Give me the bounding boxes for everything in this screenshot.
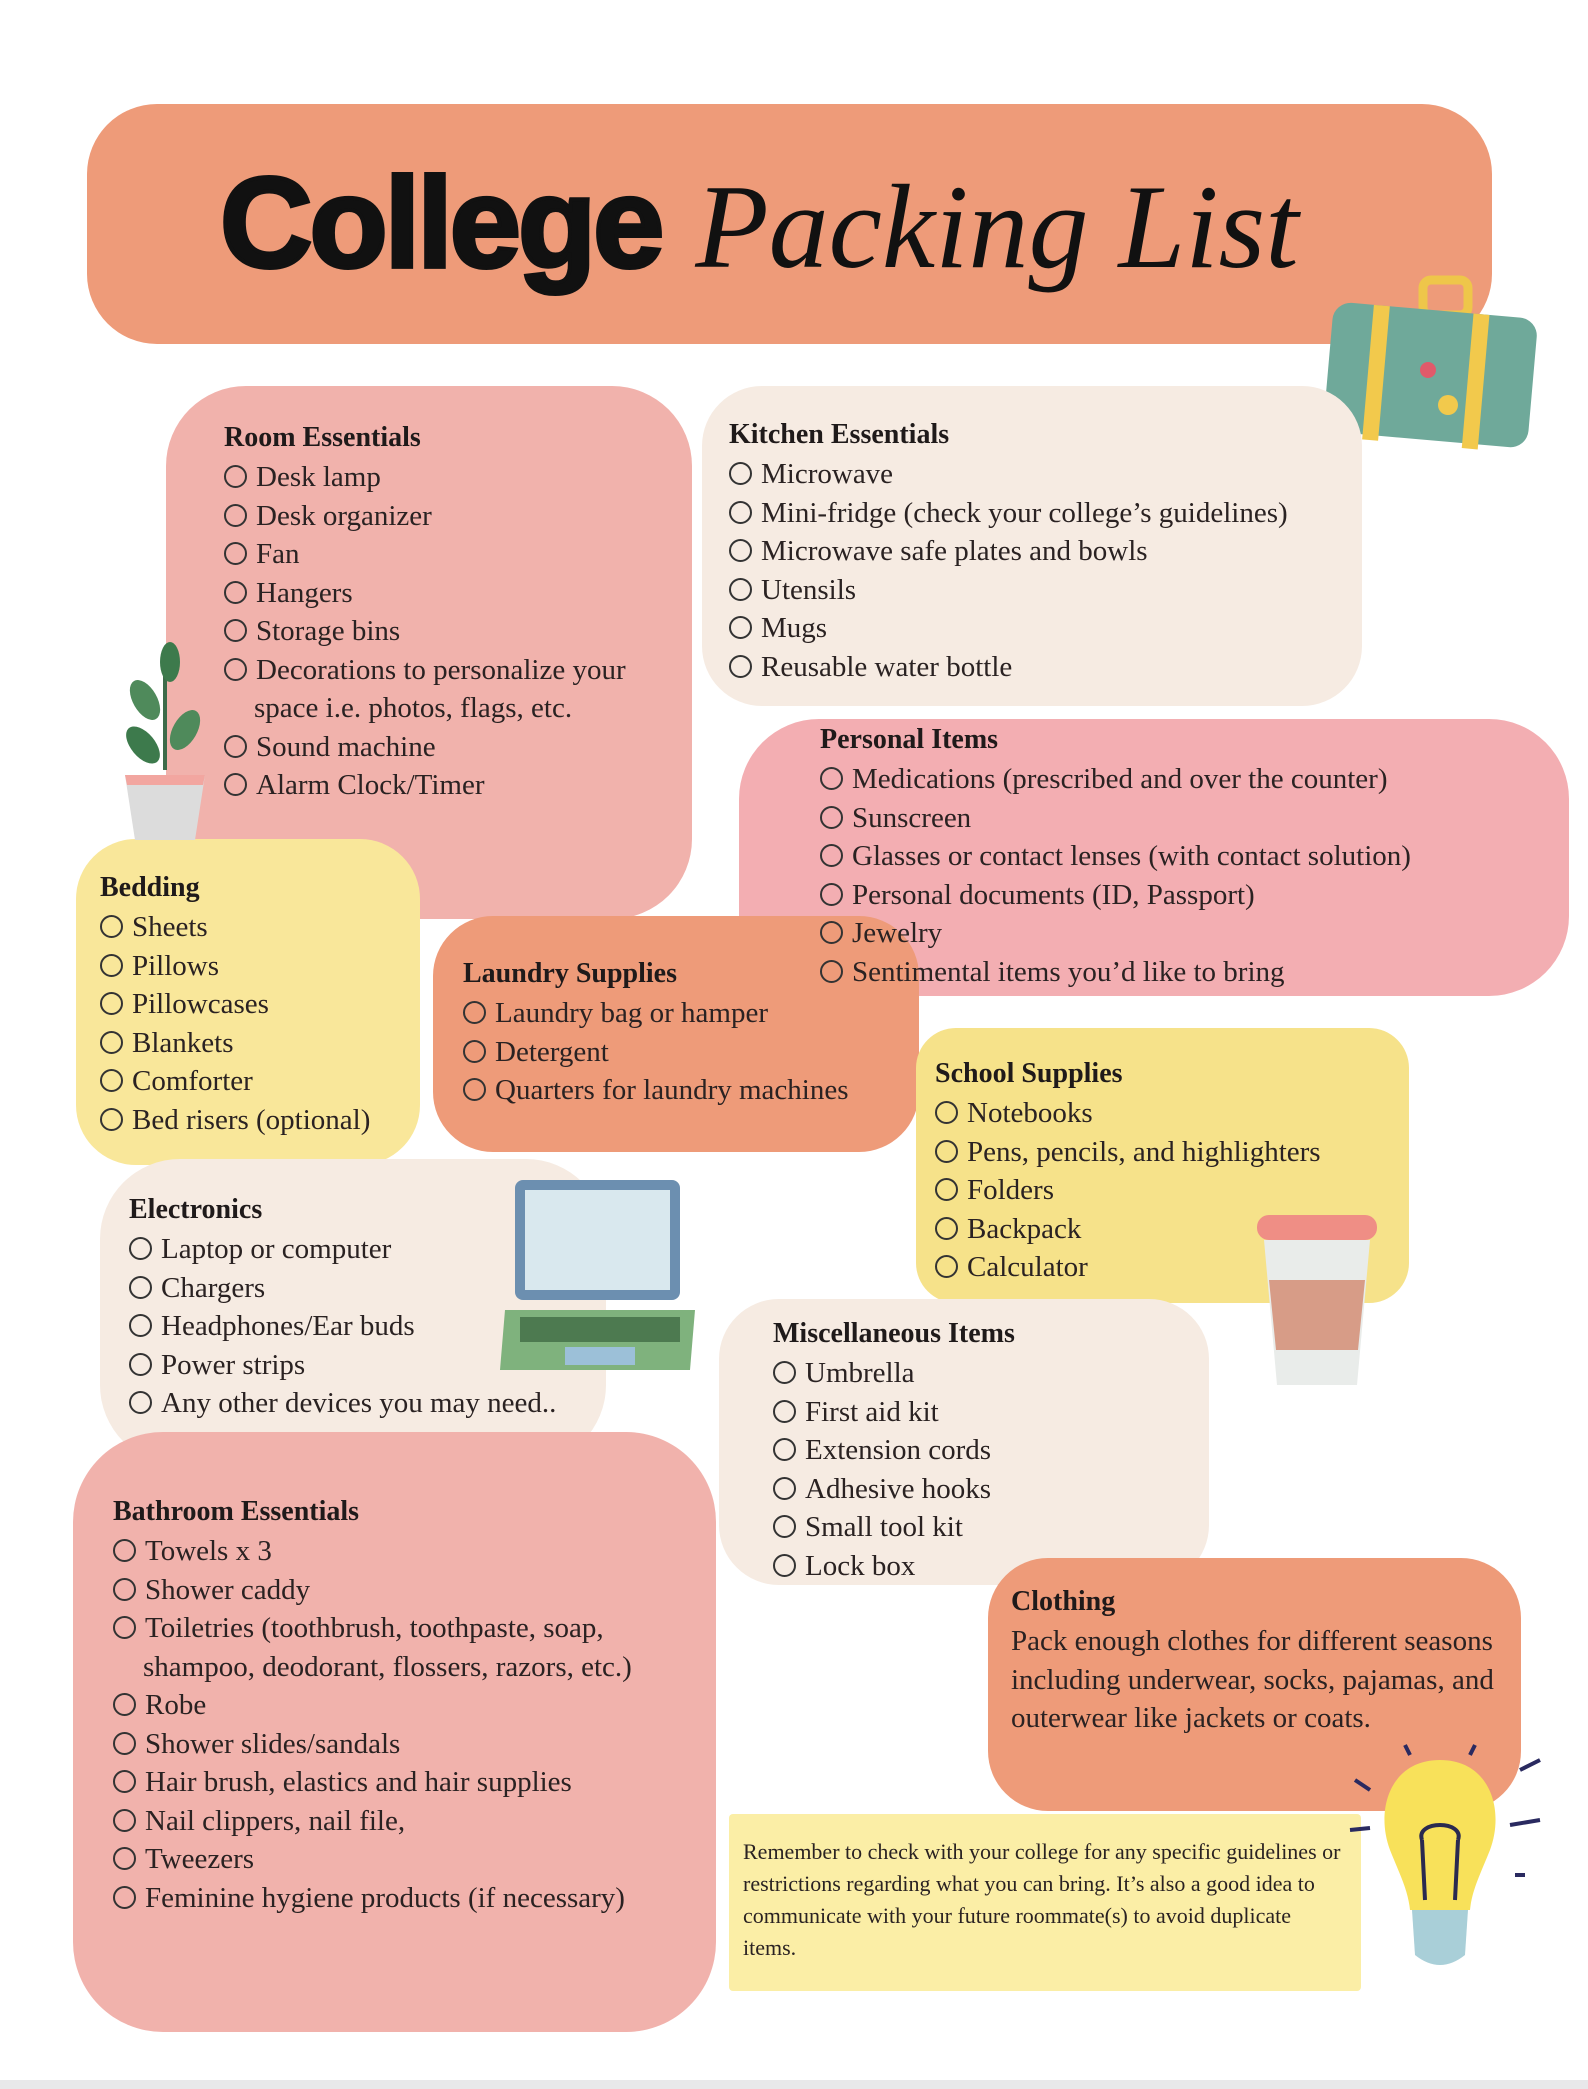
checklist-item <box>773 1354 1203 1393</box>
checkbox-circle-icon[interactable] <box>113 1847 136 1870</box>
checkbox-circle-icon[interactable] <box>100 954 123 977</box>
item-label: Blankets <box>132 1026 234 1059</box>
checklist-item <box>463 994 923 1033</box>
checklist-item <box>729 648 1379 687</box>
item-label: Umbrella <box>805 1357 915 1389</box>
checkbox-circle-icon[interactable] <box>820 844 843 867</box>
item-label: Bed risers (optional) <box>132 1103 371 1136</box>
checklist <box>100 908 420 1139</box>
checklist-item <box>100 1101 420 1140</box>
checkbox-circle-icon[interactable] <box>935 1217 958 1240</box>
item-label: Pens, pencils, and highlighters <box>967 1135 1321 1168</box>
checklist-item <box>820 799 1540 838</box>
item-label: Backpack <box>967 1212 1082 1245</box>
item-label: Shower caddy <box>145 1573 311 1606</box>
checkbox-circle-icon[interactable] <box>935 1255 958 1278</box>
item-label: Robe <box>145 1689 207 1721</box>
section-heading: Room Essentials <box>224 422 421 453</box>
checkbox-circle-icon[interactable] <box>820 767 843 790</box>
bedding-section <box>100 868 420 1139</box>
checklist-item <box>113 1532 713 1571</box>
checkbox-circle-icon[interactable] <box>773 1477 796 1500</box>
item-label: Calculator <box>967 1251 1088 1283</box>
checklist-item <box>773 1431 1203 1470</box>
checklist-item <box>129 1384 649 1423</box>
section-heading: Kitchen Essentials <box>729 419 950 450</box>
checklist <box>129 1230 649 1423</box>
section-heading: School Supplies <box>935 1058 1123 1089</box>
section-heading: Laundry Supplies <box>463 958 677 989</box>
item-label: Feminine hygiene products (if necessary) <box>145 1881 625 1914</box>
checkbox-circle-icon[interactable] <box>729 539 752 562</box>
checkbox-circle-icon[interactable] <box>935 1101 958 1124</box>
item-label: Personal documents (ID, Passport) <box>852 878 1255 911</box>
checkbox-circle-icon[interactable] <box>129 1314 152 1337</box>
item-label: Reusable water bottle <box>761 650 1013 683</box>
item-label: Comforter <box>132 1065 253 1097</box>
kitchen-essentials-section <box>729 415 1379 686</box>
checkbox-circle-icon[interactable] <box>729 501 752 524</box>
checklist <box>113 1532 713 1917</box>
checkbox-circle-icon[interactable] <box>113 1616 136 1639</box>
checklist-item <box>729 455 1379 494</box>
checklist-item <box>113 1802 713 1841</box>
checklist <box>729 455 1379 686</box>
item-label: Sound machine <box>256 730 436 763</box>
checklist-item <box>773 1508 1203 1547</box>
checkbox-circle-icon[interactable] <box>773 1438 796 1461</box>
laundry-supplies-section <box>463 954 923 1110</box>
checkbox-circle-icon[interactable] <box>113 1578 136 1601</box>
item-label: Mini-fridge (check your college’s guidelines) <box>761 496 1288 529</box>
checkbox-circle-icon[interactable] <box>463 1040 486 1063</box>
item-label: Hair brush, elastics and hair supplies <box>145 1766 572 1798</box>
checkbox-circle-icon[interactable] <box>113 1539 136 1562</box>
item-label: Hangers <box>256 576 353 609</box>
checkbox-circle-icon[interactable] <box>113 1732 136 1755</box>
item-label: Nail clippers, nail file, <box>145 1804 406 1837</box>
checklist-item <box>100 985 420 1024</box>
item-label: Sunscreen <box>852 801 972 834</box>
checkbox-circle-icon[interactable] <box>773 1400 796 1423</box>
item-label: Folders <box>967 1174 1054 1206</box>
page-title <box>220 150 1299 297</box>
item-label: Toiletries (toothbrush, toothpaste, soap, shampoo, deodorant, flossers, razors, etc.) <box>143 1612 632 1683</box>
checklist-item <box>129 1269 649 1308</box>
item-label: Sheets <box>132 911 208 943</box>
checkbox-circle-icon[interactable] <box>773 1554 796 1577</box>
checkbox-circle-icon[interactable] <box>100 1069 123 1092</box>
checkbox-circle-icon[interactable] <box>129 1276 152 1299</box>
checklist-item <box>224 651 694 728</box>
checklist-item <box>729 494 1379 533</box>
item-label: Utensils <box>761 573 857 606</box>
checklist-item <box>820 876 1540 915</box>
item-label: Mugs <box>761 612 828 644</box>
checklist <box>463 994 923 1110</box>
room-essentials-section <box>224 418 694 805</box>
checklist-item <box>100 908 420 947</box>
item-label: Quarters for laundry machines <box>495 1074 849 1106</box>
checkbox-circle-icon[interactable] <box>100 915 123 938</box>
checkbox-circle-icon[interactable] <box>100 1108 123 1131</box>
item-label: Decorations to personalize your space i.e. photos, flags, etc. <box>254 653 626 724</box>
checkbox-circle-icon[interactable] <box>100 992 123 1015</box>
item-label: Storage bins <box>256 615 401 647</box>
checkbox-circle-icon[interactable] <box>113 1693 136 1716</box>
checklist-item <box>820 760 1540 799</box>
item-label: Extension cords <box>805 1434 992 1466</box>
item-label: Towels x 3 <box>145 1535 272 1567</box>
item-label: Power strips <box>161 1348 306 1381</box>
item-label: Glasses or contact lenses (with contact solution) <box>852 840 1411 872</box>
checklist-item <box>935 1210 1405 1249</box>
checklist-item <box>224 612 694 651</box>
checklist-item <box>224 766 694 805</box>
checklist-item <box>729 571 1379 610</box>
item-label: Laptop or computer <box>161 1233 392 1265</box>
checkbox-circle-icon[interactable] <box>773 1515 796 1538</box>
checkbox-circle-icon[interactable] <box>820 806 843 829</box>
checkbox-circle-icon[interactable] <box>463 1001 486 1024</box>
item-label: Adhesive hooks <box>805 1472 992 1505</box>
checkbox-circle-icon[interactable] <box>113 1809 136 1832</box>
section-heading: Electronics <box>129 1194 263 1225</box>
electronics-section <box>129 1190 649 1423</box>
checklist-item <box>729 609 1379 648</box>
checklist-item <box>935 1248 1405 1287</box>
checkbox-circle-icon[interactable] <box>224 542 247 565</box>
checkbox-circle-icon[interactable] <box>224 504 247 527</box>
checkbox-circle-icon[interactable] <box>729 462 752 485</box>
checkbox-circle-icon[interactable] <box>224 735 247 758</box>
item-label: Chargers <box>161 1271 266 1304</box>
checkbox-circle-icon[interactable] <box>113 1886 136 1909</box>
item-label: Small tool kit <box>805 1511 963 1543</box>
item-label: Microwave <box>761 458 894 490</box>
checklist-item <box>113 1879 713 1918</box>
checkbox-circle-icon[interactable] <box>129 1353 152 1376</box>
item-label: First aid kit <box>805 1395 939 1428</box>
checklist-item <box>113 1725 713 1764</box>
checklist <box>820 760 1540 991</box>
checklist-item <box>224 535 694 574</box>
checkbox-circle-icon[interactable] <box>224 581 247 604</box>
item-label: Pillows <box>132 949 220 982</box>
checklist-item <box>935 1094 1405 1133</box>
item-label: Desk organizer <box>256 499 432 532</box>
checklist-item <box>100 1062 420 1101</box>
checkbox-circle-icon[interactable] <box>820 883 843 906</box>
checkbox-circle-icon[interactable] <box>935 1178 958 1201</box>
checkbox-circle-icon[interactable] <box>129 1391 152 1414</box>
checklist-item <box>773 1470 1203 1509</box>
title-bold: College <box>220 152 662 295</box>
checklist-item <box>113 1763 713 1802</box>
checklist-item <box>729 532 1379 571</box>
item-label: Shower slides/sandals <box>145 1727 401 1760</box>
checklist-item <box>935 1133 1405 1172</box>
checklist-item <box>113 1686 713 1725</box>
checklist-item <box>113 1840 713 1879</box>
checklist <box>935 1094 1405 1287</box>
checkbox-circle-icon[interactable] <box>729 578 752 601</box>
checklist-item <box>820 914 1540 953</box>
checkbox-circle-icon[interactable] <box>729 655 752 678</box>
checklist-item <box>113 1609 713 1686</box>
item-label: Any other devices you may need.. <box>161 1387 557 1419</box>
checkbox-circle-icon[interactable] <box>129 1237 152 1260</box>
checklist-item <box>129 1230 649 1269</box>
checklist-item <box>935 1171 1405 1210</box>
item-label: Medications (prescribed and over the counter) <box>852 763 1388 795</box>
item-label: Headphones/Ear buds <box>161 1310 415 1342</box>
checkbox-circle-icon[interactable] <box>820 921 843 944</box>
section-heading: Personal Items <box>820 724 999 755</box>
checkbox-circle-icon[interactable] <box>100 1031 123 1054</box>
checkbox-circle-icon[interactable] <box>463 1078 486 1101</box>
item-label: Fan <box>256 538 300 570</box>
item-label: Lock box <box>805 1549 916 1582</box>
lightbulb-icon <box>1330 1740 1550 1990</box>
checklist-item <box>129 1307 649 1346</box>
clothing-text: Pack enough clothes for different seasons including underwear, socks, pajamas, and outerwear like jackets or coats. <box>1011 1625 1494 1734</box>
checklist-item <box>820 953 1540 992</box>
plant-icon <box>115 640 215 845</box>
bottom-edge <box>0 2080 1588 2089</box>
checklist-item <box>100 1024 420 1063</box>
checkbox-circle-icon[interactable] <box>224 465 247 488</box>
checklist-item <box>773 1547 1203 1586</box>
checklist <box>224 458 694 805</box>
checklist-item <box>224 458 694 497</box>
section-heading: Clothing <box>1011 1586 1116 1617</box>
item-label: Notebooks <box>967 1097 1093 1129</box>
item-label: Alarm Clock/Timer <box>256 769 485 801</box>
checkbox-circle-icon[interactable] <box>935 1140 958 1163</box>
checkbox-circle-icon[interactable] <box>729 616 752 639</box>
item-label: Sentimental items you’d like to bring <box>852 955 1285 988</box>
school-supplies-section <box>935 1054 1405 1287</box>
checkbox-circle-icon[interactable] <box>113 1770 136 1793</box>
item-label: Laundry bag or hamper <box>495 997 768 1029</box>
checklist-item <box>224 497 694 536</box>
checklist-item <box>820 837 1540 876</box>
checklist-item <box>224 574 694 613</box>
checklist-item <box>113 1571 713 1610</box>
item-label: Tweezers <box>145 1843 255 1875</box>
misc-items-section <box>773 1314 1203 1585</box>
checkbox-circle-icon[interactable] <box>224 773 247 796</box>
bathroom-essentials-section <box>113 1492 713 1917</box>
checklist-item <box>773 1393 1203 1432</box>
item-label: Detergent <box>495 1035 609 1068</box>
reminder-note: Remember to check with your college for any specific guidelines or restrictions regarding what you can bring. It’s also a good idea to communicate with your future roommate(s) to avoid duplicate items. <box>743 1839 1341 1960</box>
section-heading: Bedding <box>100 872 200 903</box>
checkbox-circle-icon[interactable] <box>773 1361 796 1384</box>
section-heading: Bathroom Essentials <box>113 1496 360 1527</box>
checklist <box>773 1354 1203 1585</box>
item-label: Pillowcases <box>132 988 269 1020</box>
personal-items-section <box>820 720 1540 991</box>
title-script: Packing List <box>695 160 1299 293</box>
checklist-item <box>224 728 694 767</box>
section-heading: Miscellaneous Items <box>773 1318 1015 1349</box>
item-label: Desk lamp <box>256 461 381 493</box>
item-label: Microwave safe plates and bowls <box>761 535 1148 567</box>
checklist-item <box>100 947 420 986</box>
checklist-item <box>129 1346 649 1385</box>
checkbox-circle-icon[interactable] <box>224 619 247 642</box>
clothing-section <box>1011 1582 1511 1738</box>
item-label: Jewelry <box>852 917 943 949</box>
checklist-item <box>463 1071 923 1110</box>
checklist-item <box>463 1033 923 1072</box>
checkbox-circle-icon[interactable] <box>224 658 247 681</box>
